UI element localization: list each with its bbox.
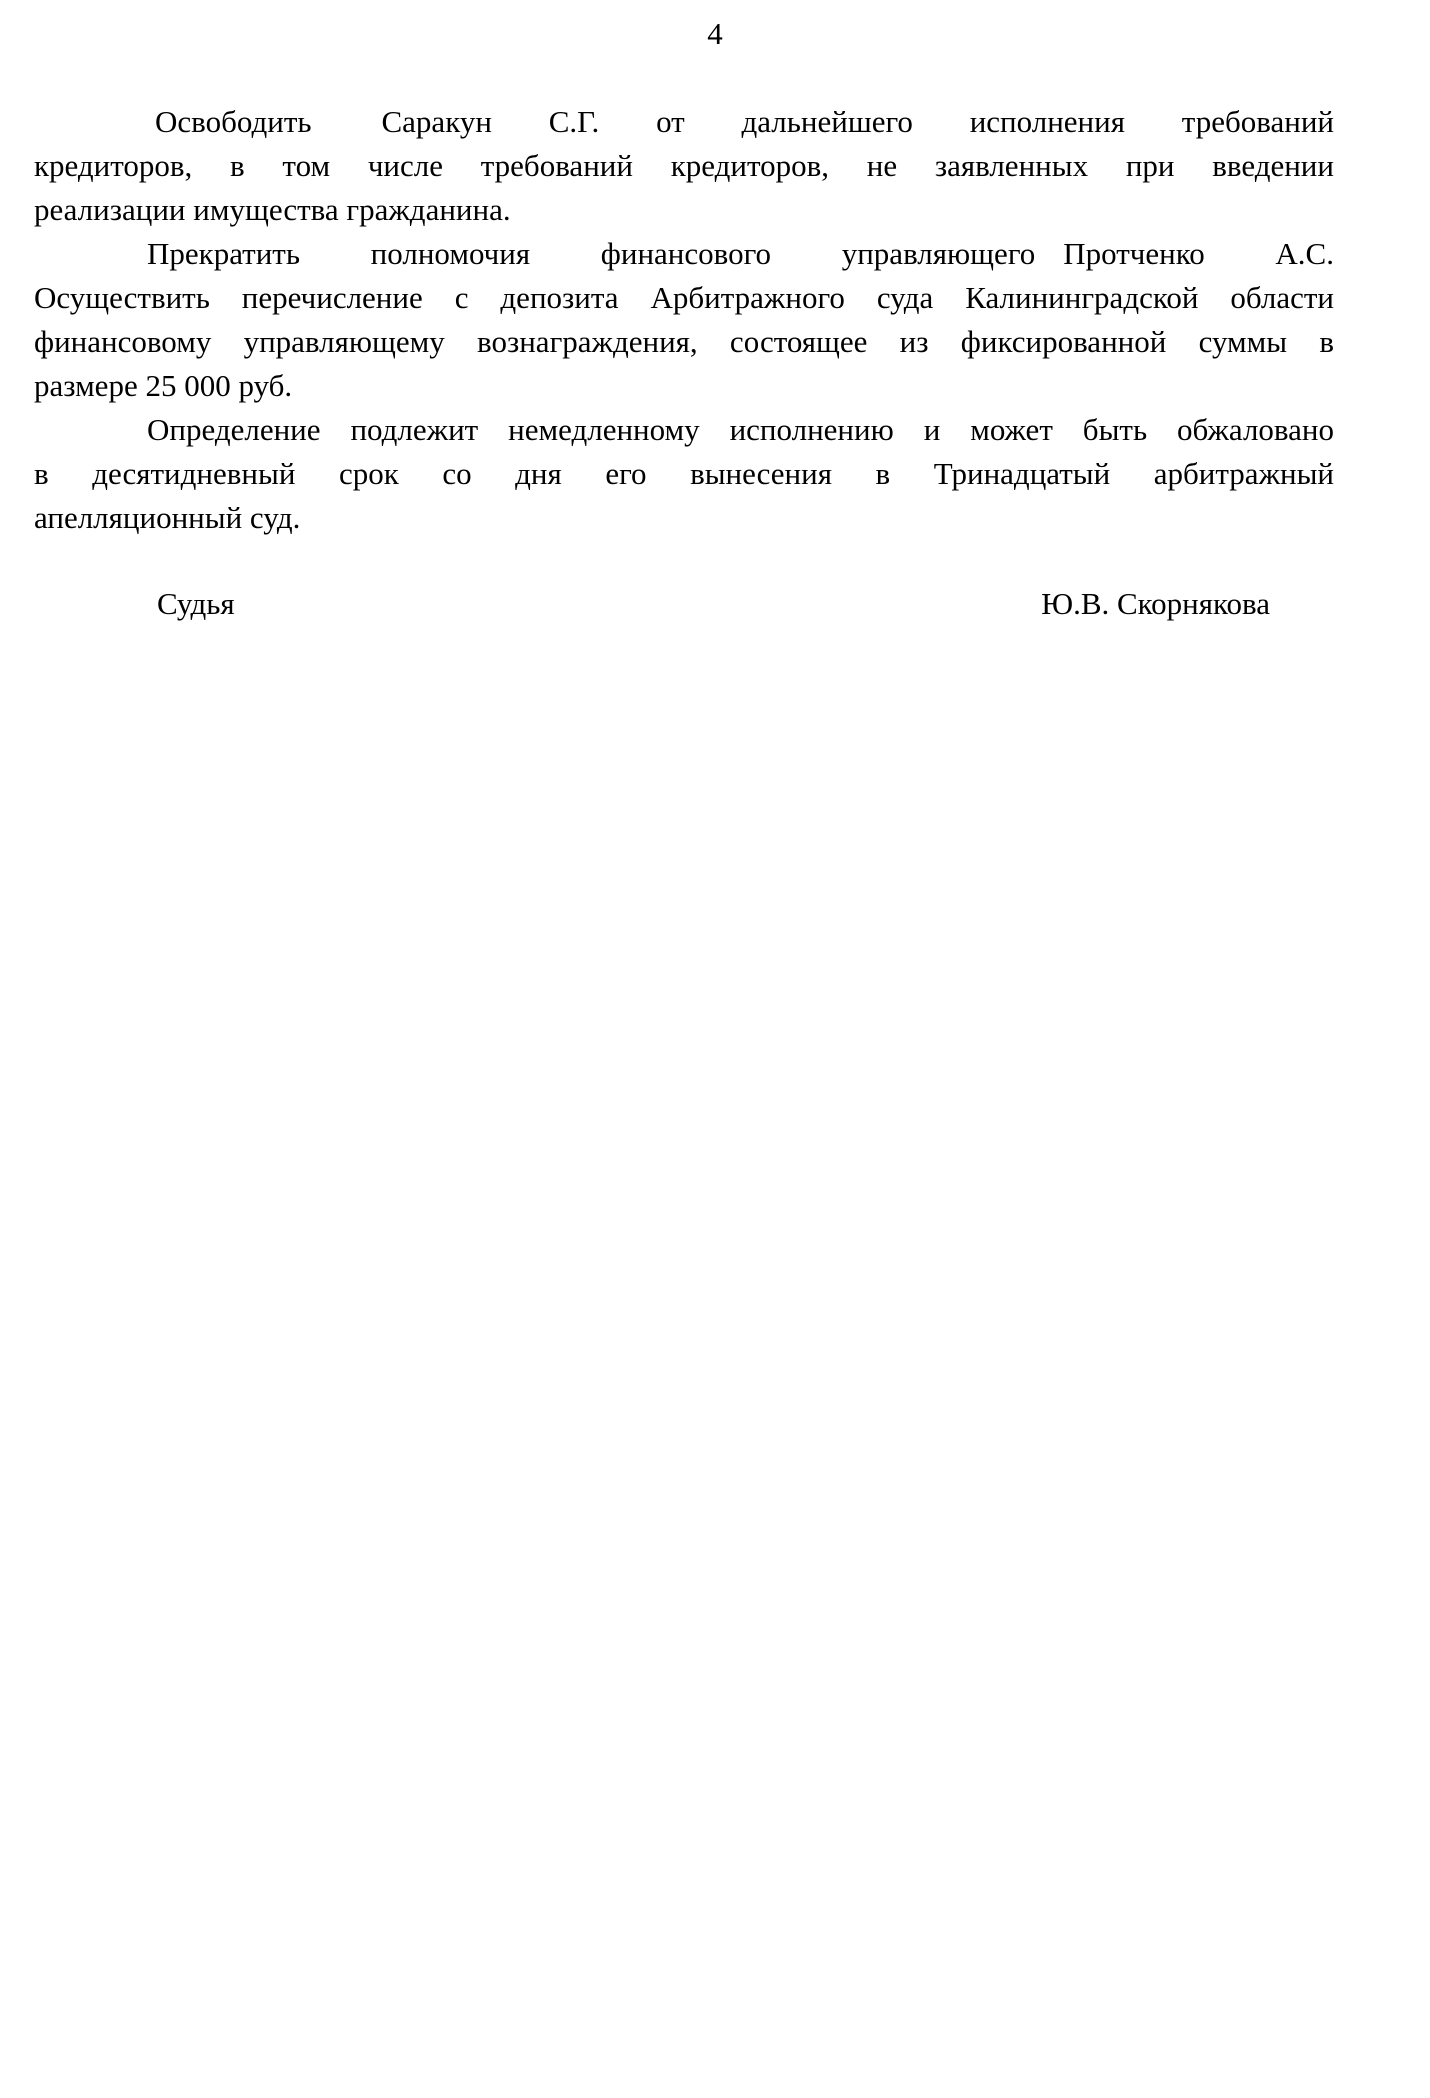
paragraph-line: размере 25 000 руб. (34, 368, 293, 403)
paragraph-line: в десятидневный срок со дня его вынесения в Тринадцатый арбитражный (34, 456, 1334, 491)
paragraph-text: Прекратить полномочия финансового управляющего (147, 236, 1036, 271)
paragraph-text: Саракун С.Г. от дальнейшего исполнения требований (381, 104, 1334, 139)
paragraph-release-debtor (34, 100, 1334, 232)
paragraph-line: Осуществить перечисление с депозита Арбитражного суда Калининградской области (34, 280, 1334, 315)
paragraph-line (34, 100, 1334, 144)
paragraph-line: Определение подлежит немедленному исполнению и может быть обжаловано (147, 412, 1334, 447)
paragraph-line: кредиторов, в том числе требований кредиторов, не заявленных при введении (34, 148, 1334, 183)
paragraph-line (34, 232, 1334, 276)
paragraph-line: финансовому управляющему вознаграждения, состоящее из фиксированной суммы в (34, 324, 1334, 359)
judge-title: Судья (157, 586, 235, 621)
paragraph-text: Освободить (155, 104, 312, 139)
paragraph-line: реализации имущества гражданина. (34, 192, 511, 227)
page-number: 4 (707, 16, 723, 51)
paragraph-terminate-manager (34, 232, 1334, 408)
signature-block (0, 582, 1430, 626)
paragraph-line: апелляционный суд. (34, 500, 301, 535)
paragraph-text: Протченко А.С. (1063, 236, 1334, 271)
judge-name: Ю.В. Скорнякова (1041, 586, 1270, 621)
paragraph-appeal-notice (34, 408, 1334, 540)
document-body (34, 100, 1334, 540)
